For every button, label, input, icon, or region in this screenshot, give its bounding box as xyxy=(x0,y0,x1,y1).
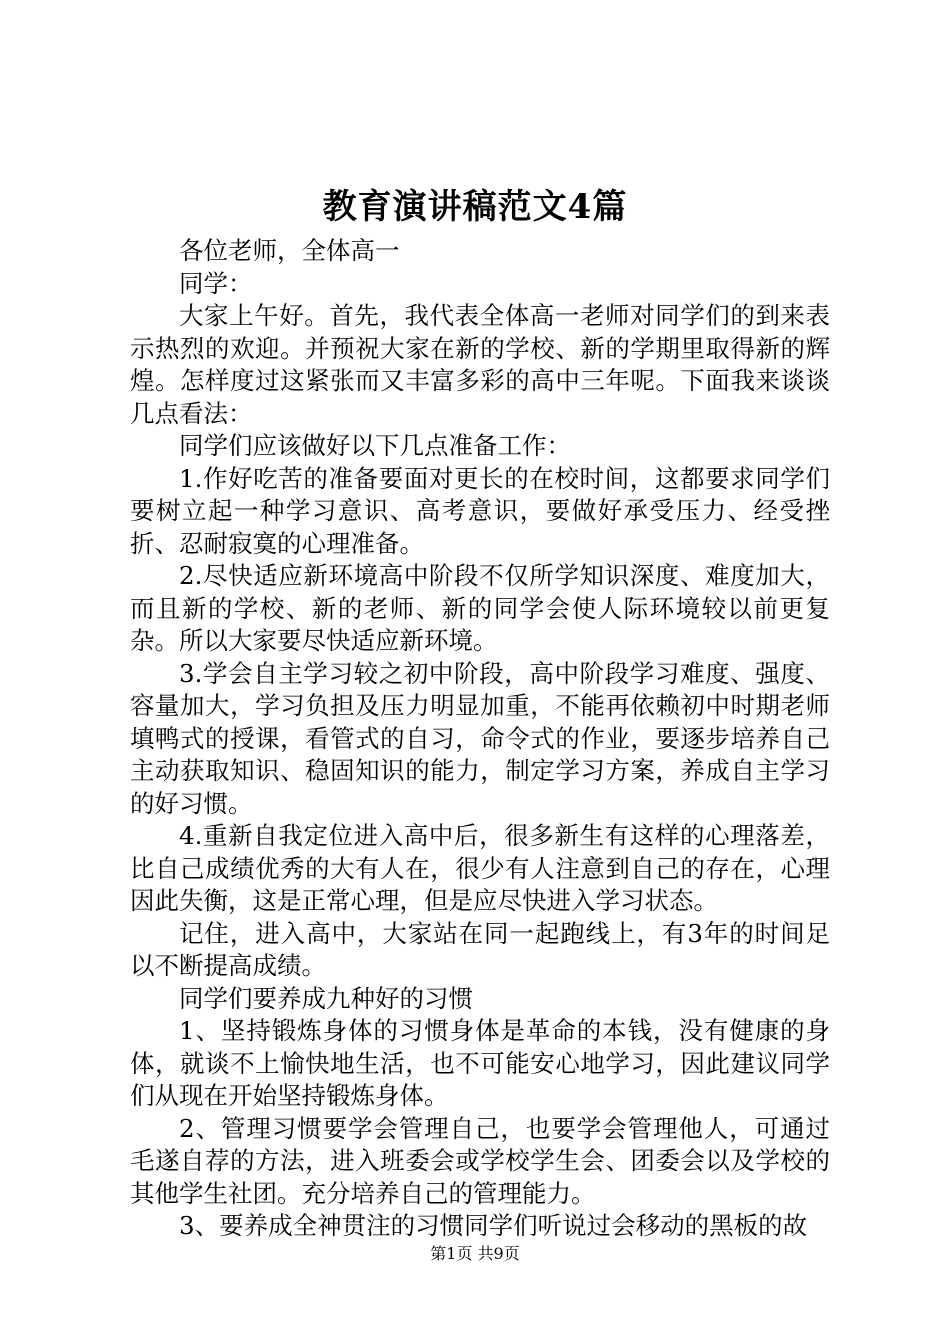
paragraph-greeting: 各位老师，全体高一 xyxy=(179,236,400,265)
paragraph-preparation-heading: 同学们应该做好以下几点准备工作： xyxy=(179,431,571,460)
paragraph-intro: 大家上午好。首先，我代表全体高一老师对同学们的到来表示热烈的欢迎。并预祝大家在新的学校、新的学期里取得新的辉煌。怎样度过这紧张而又丰富多彩的高中三年呢。下面我来谈谈几点看法： xyxy=(130,301,830,428)
paragraph-point-4: 4.重新自我定位进入高中后，很多新生有这样的心理落差，比自己成绩优秀的大有人在，很少有人注意到自己的存在，心理因此失衡，这是正常心理，但是应尽快进入学习状态。 xyxy=(130,821,830,915)
document-title: 教育演讲稿范文4篇 xyxy=(322,187,628,227)
paragraph-habit-2: 2、管理习惯要学会管理自己，也要学会管理他人，可通过毛遂自荐的方法，进入班委会或学校学生会、团委会以及学校的其他学生社团。充分培养自己的管理能力。 xyxy=(130,1113,830,1208)
paragraph-point-3: 3.学会自主学习较之初中阶段，高中阶段学习难度、强度、容量加大，学习负担及压力明显加重，不能再依赖初中时期老师填鸭式的授课，看管式的自习，命令式的作业，要逐步培养自己主动获取知识、稳固知识的能力，制定学习方案，养成自主学习的好习惯。 xyxy=(130,658,830,818)
page-number-footer: 第1页 共9页 xyxy=(430,1244,520,1263)
paragraph-habits-heading: 同学们要养成九种好的习惯 xyxy=(179,983,473,1013)
paragraph-habit-3: 3、要养成全神贯注的习惯同学们听说过会移动的黑板的故 xyxy=(179,1211,808,1240)
paragraph-remember: 记住，进入高中，大家站在同一起跑线上，有3年的时间足以不断提高成绩。 xyxy=(130,918,830,980)
paragraph-point-1: 1.作好吃苦的准备要面对更长的在校时间，这都要求同学们要树立起一种学习意识、高考意识，要做好承受压力、经受挫折、忍耐寂寞的心理准备。 xyxy=(130,463,830,558)
paragraph-habit-1: 1、坚持锻炼身体的习惯身体是革命的本钱，没有健康的身体，就谈不上愉快地生活，也不可能安心地学习，因此建议同学们从现在开始坚持锻炼身体。 xyxy=(130,1016,830,1110)
paragraph-greeting-cont: 同学： xyxy=(179,268,253,298)
paragraph-point-2: 2.尽快适应新环境高中阶段不仅所学知识深度、难度加大，而且新的学校、新的老师、新的同学会使人际环境较以前更复杂。所以大家要尽快适应新环境。 xyxy=(130,561,830,655)
document-body xyxy=(130,235,830,1243)
